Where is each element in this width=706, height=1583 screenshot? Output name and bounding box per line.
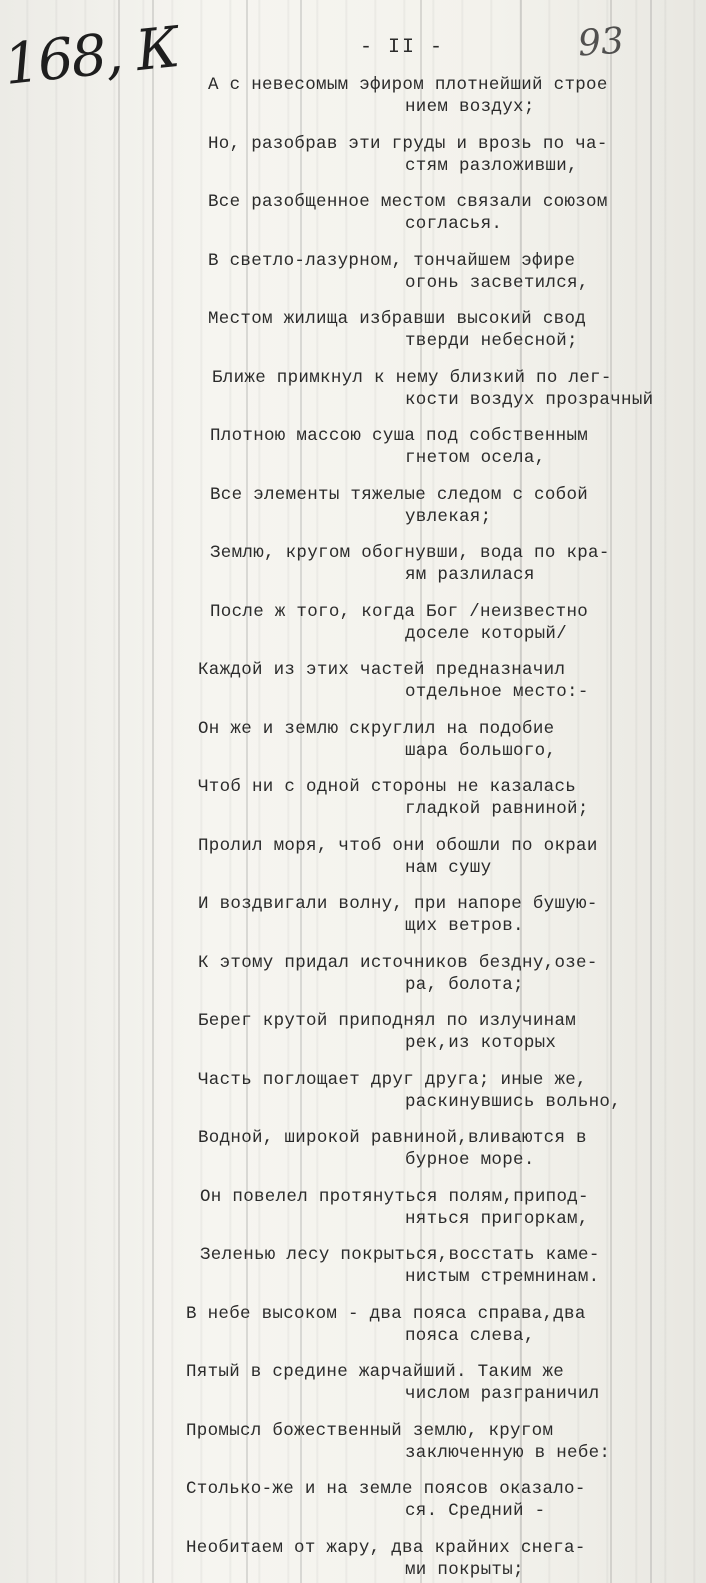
- verse-line: Водной, широкой равниной,вливаются в: [198, 1128, 587, 1148]
- handwritten-page-mark: 93: [576, 20, 626, 65]
- verse-line: Необитаем от жару, два крайних снега-: [186, 1537, 586, 1558]
- verse-stanza: [0, 718, 706, 777]
- verse-line: Промысл божественный землю, кругом: [186, 1420, 554, 1441]
- verse-stanza: [0, 191, 706, 250]
- verse-stanza: [0, 367, 706, 426]
- verse-line: Плотною массою суша под собственным: [210, 426, 589, 446]
- verse-stanza: [0, 1537, 706, 1583]
- verse-line: Часть поглощает друг друга; иные же,: [198, 1069, 587, 1090]
- verse-continuation: пояса слева,: [405, 1325, 535, 1346]
- verse-continuation: стям разложивши,: [405, 155, 578, 176]
- verse-stanza: [0, 835, 706, 894]
- verse-continuation: огонь засветился,: [405, 272, 589, 293]
- verse-continuation: доселе который/: [405, 623, 568, 644]
- verse-line: В небе высоком - два пояса справа,два: [186, 1303, 586, 1324]
- verse-stanza: [0, 1361, 706, 1420]
- verse-line: Он же и землю скруглил на подобие: [198, 718, 555, 739]
- verse-line: Каждой из этих частей предназначил: [198, 660, 566, 680]
- verse-stanza: [0, 484, 706, 543]
- verse-line: А с невесомым эфиром плотнейший строе: [208, 75, 608, 95]
- verse-continuation: тверди небесной;: [405, 331, 578, 351]
- verse-stanza: [0, 776, 706, 835]
- verse-continuation: кости воздух прозрачный: [405, 389, 654, 410]
- verse-line: Землю, кругом обогнувши, вода по кра-: [210, 543, 610, 563]
- page-number: - II -: [360, 36, 445, 59]
- verse-stanza: [0, 1186, 706, 1245]
- verse-line: Столько-же и на земле поясов оказало-: [186, 1479, 586, 1499]
- verse-stanza: [0, 74, 706, 133]
- verse-line: Все элементы тяжелые следом с собой: [210, 484, 589, 505]
- handwritten-archive-number: 168, К: [1, 15, 181, 98]
- verse-continuation: рек,из которых: [405, 1033, 557, 1053]
- verse-line: И воздвигали волну, при напоре бушую-: [198, 894, 598, 914]
- verse-continuation: нистым стремнинам.: [405, 1267, 600, 1287]
- verse-stanza: [0, 1478, 706, 1537]
- verse-continuation: заключенную в небе:: [405, 1442, 611, 1463]
- verse-stanza: [0, 601, 706, 660]
- verse-line: Он повелел протянуться полям,припод-: [200, 1186, 589, 1207]
- verse-continuation: увлекая;: [405, 506, 492, 527]
- verse-line: Но, разобрав эти груды и врозь по ча-: [208, 133, 608, 154]
- verse-line: Берег крутой приподнял по излучинам: [198, 1011, 577, 1031]
- verse-continuation: ям разлилася: [405, 565, 535, 585]
- verse-stanza: [0, 893, 706, 952]
- verse-continuation: гнетом осела,: [405, 448, 546, 468]
- verse-continuation: гладкой равниной;: [405, 799, 589, 819]
- verse-stanza: [0, 133, 706, 192]
- verse-continuation: няться пригоркам,: [405, 1208, 589, 1229]
- verse-line: Пятый в средине жарчайший. Таким же: [186, 1362, 565, 1382]
- verse-line: Зеленью лесу покрыться,восстать каме-: [200, 1245, 600, 1265]
- verse-continuation: раскинувшись вольно,: [405, 1091, 622, 1112]
- verse-stanza: [0, 250, 706, 309]
- verse-continuation: ся. Средний -: [405, 1501, 546, 1521]
- verse-line: Чтоб ни с одной стороны не казалась: [198, 777, 577, 797]
- poem-text: [0, 74, 706, 1583]
- verse-stanza: [0, 542, 706, 601]
- verse-line: После ж того, когда Бог /неизвестно: [210, 601, 589, 622]
- verse-continuation: шара большого,: [405, 740, 557, 761]
- verse-stanza: [0, 952, 706, 1011]
- verse-stanza: [0, 1244, 706, 1303]
- verse-line: Ближе примкнул к нему близкий по лег-: [212, 367, 612, 388]
- verse-continuation: числом разграничил: [405, 1384, 600, 1404]
- verse-stanza: [0, 1420, 706, 1479]
- verse-continuation: согласья.: [405, 214, 503, 234]
- verse-line: Все разобщенное местом связали союзом: [208, 192, 608, 212]
- verse-continuation: нием воздух;: [405, 97, 535, 117]
- verse-line: Пролил моря, чтоб они обошли по окраи: [198, 835, 598, 856]
- verse-continuation: бурное море.: [405, 1150, 535, 1170]
- verse-stanza: [0, 1127, 706, 1186]
- verse-line: Местом жилища избравши высокий свод: [208, 309, 587, 329]
- verse-line: К этому придал источников бездну,озе-: [198, 952, 598, 973]
- verse-continuation: нам сушу: [405, 857, 492, 878]
- verse-line: В светло-лазурном, тончайшем эфире: [208, 250, 576, 271]
- verse-continuation: щих ветров.: [405, 916, 524, 936]
- verse-continuation: отдельное место:-: [405, 682, 589, 702]
- verse-stanza: [0, 659, 706, 718]
- verse-stanza: [0, 425, 706, 484]
- verse-continuation: ми покрыты;: [405, 1559, 524, 1580]
- verse-stanza: [0, 1069, 706, 1128]
- verse-stanza: [0, 308, 706, 367]
- verse-stanza: [0, 1303, 706, 1362]
- verse-continuation: ра, болота;: [405, 974, 524, 995]
- verse-stanza: [0, 1010, 706, 1069]
